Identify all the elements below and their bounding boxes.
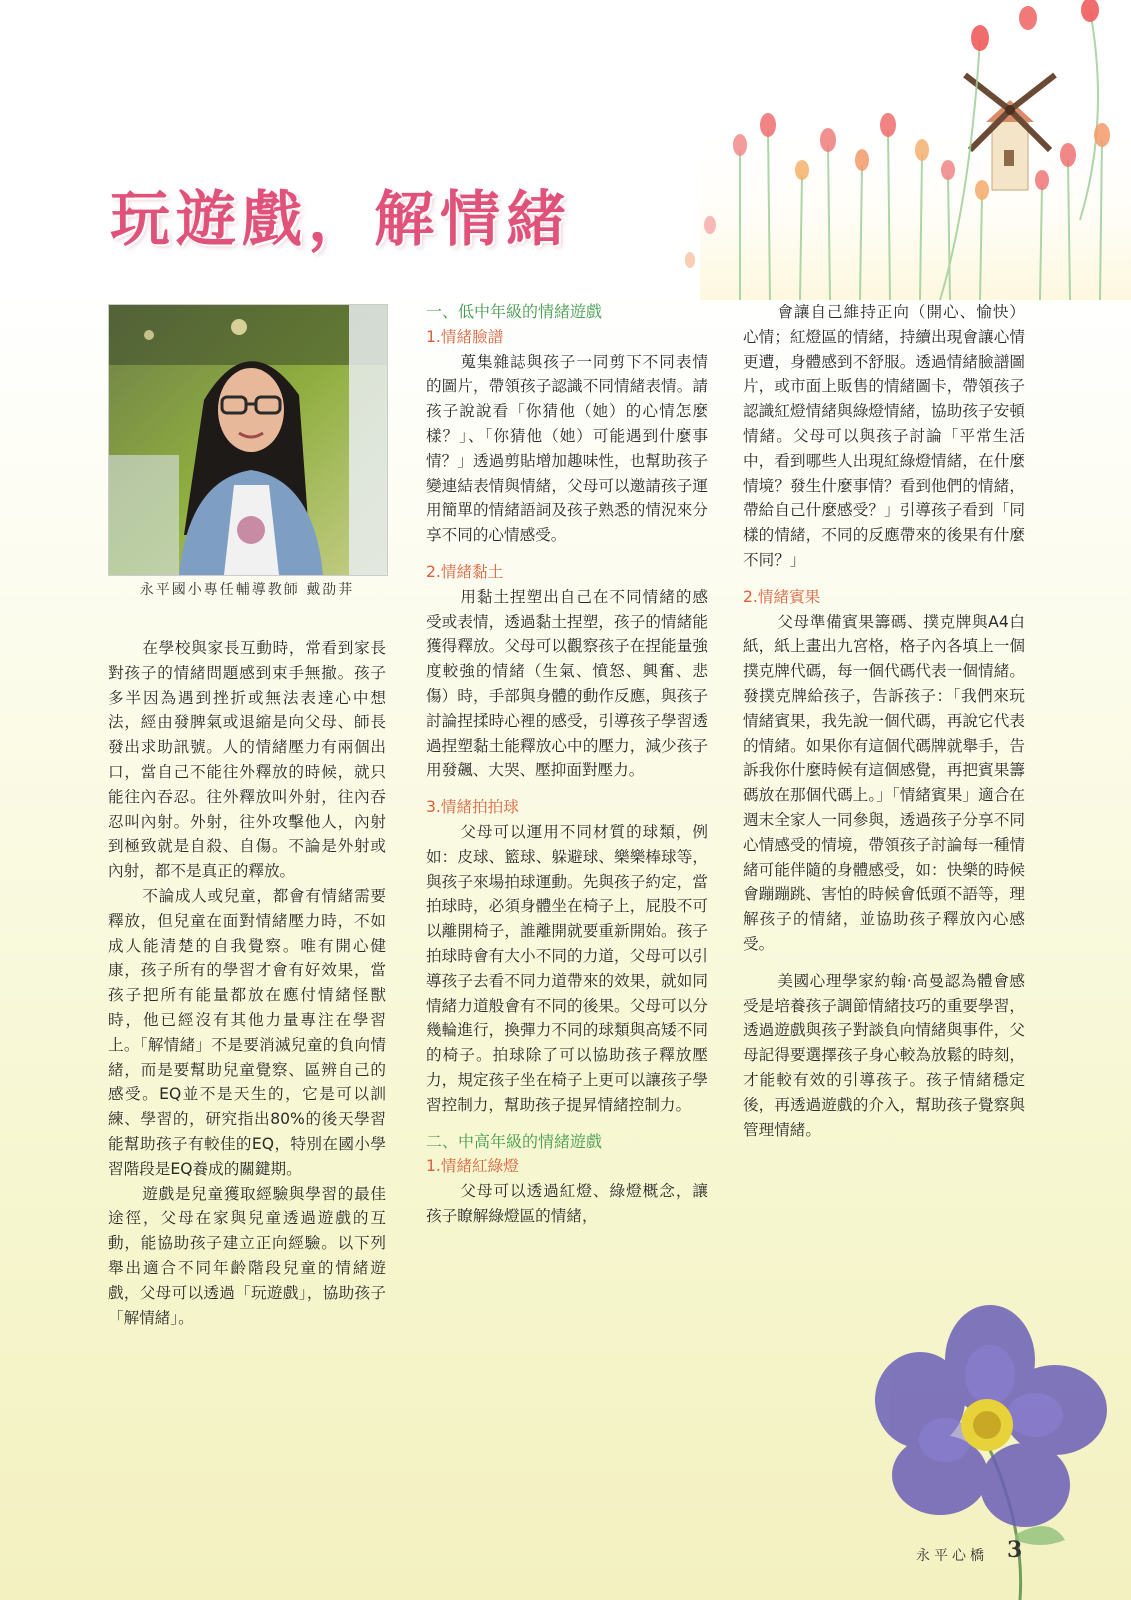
page-number: 3: [1007, 1537, 1023, 1563]
paragraph: 會讓自己維持正向（開心、愉快）心情；紅燈區的情緒，持續出現會讓心情更遭，身體感到不舒服。透過情緒臉譜圖片，或市面上販售的情緒圖卡，帶領孩子認識紅燈情緒與綠燈情緒，協助孩子安頓情緒。父母可以與孩子討論「平常生活中，看到哪些人出現紅綠燈情緒，在什麼情境？發生什麼事情？看到他們的情緒，帶給自己什麼感受？」引導孩子看到「同樣的情緒，不同的反應帶來的後果有什麼不同？」: [743, 303, 1025, 569]
paragraph: 美國心理學家約翰·高曼認為體會感受是培養孩子調節情緒技巧的重要學習，透過遊戲與孩子對談負向情緒與事件，父母記得要選擇孩子身心較為放鬆的時刻，才能較有效的引導孩子。孩子情緒穩定後，再透過遊戲的介入，幫助孩子覺察與管理情緒。: [743, 971, 1025, 1139]
subsection-heading: 2.情緒黏土: [426, 562, 504, 581]
paragraph: 父母可以透過紅燈、綠燈概念，讓孩子瞭解綠燈區的情緒，: [426, 1182, 708, 1225]
photo-caption: 永平國小專任輔導教師 戴劭荓: [139, 582, 355, 598]
paragraph: 遊戲是兒童獲取經驗與學習的最佳途徑，父母在家與兒童透過遊戲的互動，能協助孩子建立正向經驗。以下列舉出適合不同年齡階段兒童的情緒遊戲，父母可以透過「玩遊戲」，協助孩子「解情緒」。: [108, 1184, 386, 1327]
footer-label: 永平心橋: [916, 1548, 988, 1564]
paragraph: 父母準備賓果籌碼、撲克牌與A4白紙，紙上畫出九宮格，格子內各填上一個撲克牌代碼，每一個代碼代表一個情緒。發撲克牌給孩子，告訴孩子：「我們來玩情緒賓果，我先說一個代碼，再說它代表的情緒。如果你有這個代碼牌就舉手，告訴我你什麼時候有這個感覺，再把賓果籌碼放在那個代碼上。」「情緒賓果」適合在週末全家人一同參與，透過孩子分享不同心情感受的情境，帶領孩子討論每一種情緒可能伴隨的身體感受，如：快樂的時候會蹦蹦跳、害怕的時候會低頭不語等，理解孩子的情緒，並協助孩子釋放內心感受。: [743, 612, 1025, 953]
section-heading: 二、中高年級的情緒遊戲: [426, 1131, 603, 1151]
paragraph: 不論成人或兒童，都會有情緒需要釋放，但兒童在面對情緒壓力時，不如成人能清楚的自我覺察。唯有開心健康，孩子所有的學習才會有好效果，當孩子把所有能量都放在應付情緒怪獸時，他已經沒有其他力量專注在學習上。「解情緒」不是要消滅兒童的負向情緒，而是要幫助兒童覺察、區辨自己的感受。EQ並不是天生的，它是可以訓練、學習的，研究指出80%的後天學習能幫助孩子有較佳的EQ，特別在國小學習階段是EQ養成的關鍵期。: [108, 886, 386, 1178]
teacher-photo: [108, 304, 388, 576]
tulip-windmill-illustration: [640, 0, 1131, 300]
column-3: [743, 300, 1025, 1142]
subsection-heading: 1.情緒紅綠燈: [426, 1157, 519, 1176]
paragraph: 蒐集雜誌與孩子一同剪下不同表情的圖片，帶領孩子認識不同情緒表情。請孩子說說看「你猜他（她）的心情怎麼樣？」、「你猜他（她）可能遇到什麼事情？」透過剪貼增加趣味性，也幫助孩子變連結表情與情緒，父母可以邀請孩子運用簡單的情緒語詞及孩子熟悉的情況來分享不同的心情感受。: [426, 352, 708, 545]
purple-flower-illustration: [850, 1300, 1131, 1600]
column-1: [108, 636, 386, 1330]
paragraph: 在學校與家長互動時，常看到家長對孩子的情緒問題感到束手無撤。孩子多半因為遇到挫折或無法表達心中想法，經由發脾氣或退縮是向父母、師長發出求助訊號。人的情緒壓力有兩個出口，當自己不能往外釋放的時候，就只能往內吞忍。往外釋放叫外射，往內吞忍叫內射。外射，往外攻擊他人，內射到極致就是自殺、自傷。不論是外射或內射，都不是真正的釋放。: [108, 639, 386, 881]
paragraph: 父母可以運用不同材質的球類，例如：皮球、籃球、躲避球、樂樂棒球等，與孩子來場拍球運動。先與孩子約定，當拍球時，必須身體坐在椅子上，屁股不可以離開椅子，誰離開就要重新開始。孩子拍球時會有大小不同的力道，父母可以引導孩子去看不同力道帶來的效果，就如同情緒力道般會有不同的後果。父母可以分幾輪進行，換彈力不同的球類與高矮不同的椅子。拍球除了可以協助孩子釋放壓力，規定孩子坐在椅子上更可以讓孩子學習控制力，幫助孩子提昇情緒控制力。: [426, 822, 708, 1114]
paragraph: 用黏土捏塑出自己在不同情緒的感受或表情，透過黏土捏塑，孩子的情緒能獲得釋放。父母可以觀察孩子在捏能量強度較強的情緒（生氣、憤怒、興奮、悲傷）時，手部與身體的動作反應，與孩子討論捏揉時心裡的感受，引導孩子學習透過捏塑黏土能釋放心中的壓力，減少孩子用發飆、大哭、壓抑面對壓力。: [426, 587, 708, 780]
page-title: 玩遊戲，解情緒: [110, 185, 572, 255]
subsection-heading: 2.情緒賓果: [743, 587, 821, 606]
column-2: [426, 300, 708, 1229]
subsection-heading: 3.情緒拍拍球: [426, 798, 519, 817]
subsection-heading: 1.情緒臉譜: [426, 327, 504, 346]
section-heading: 一、低中年級的情緒遊戲: [426, 302, 603, 321]
